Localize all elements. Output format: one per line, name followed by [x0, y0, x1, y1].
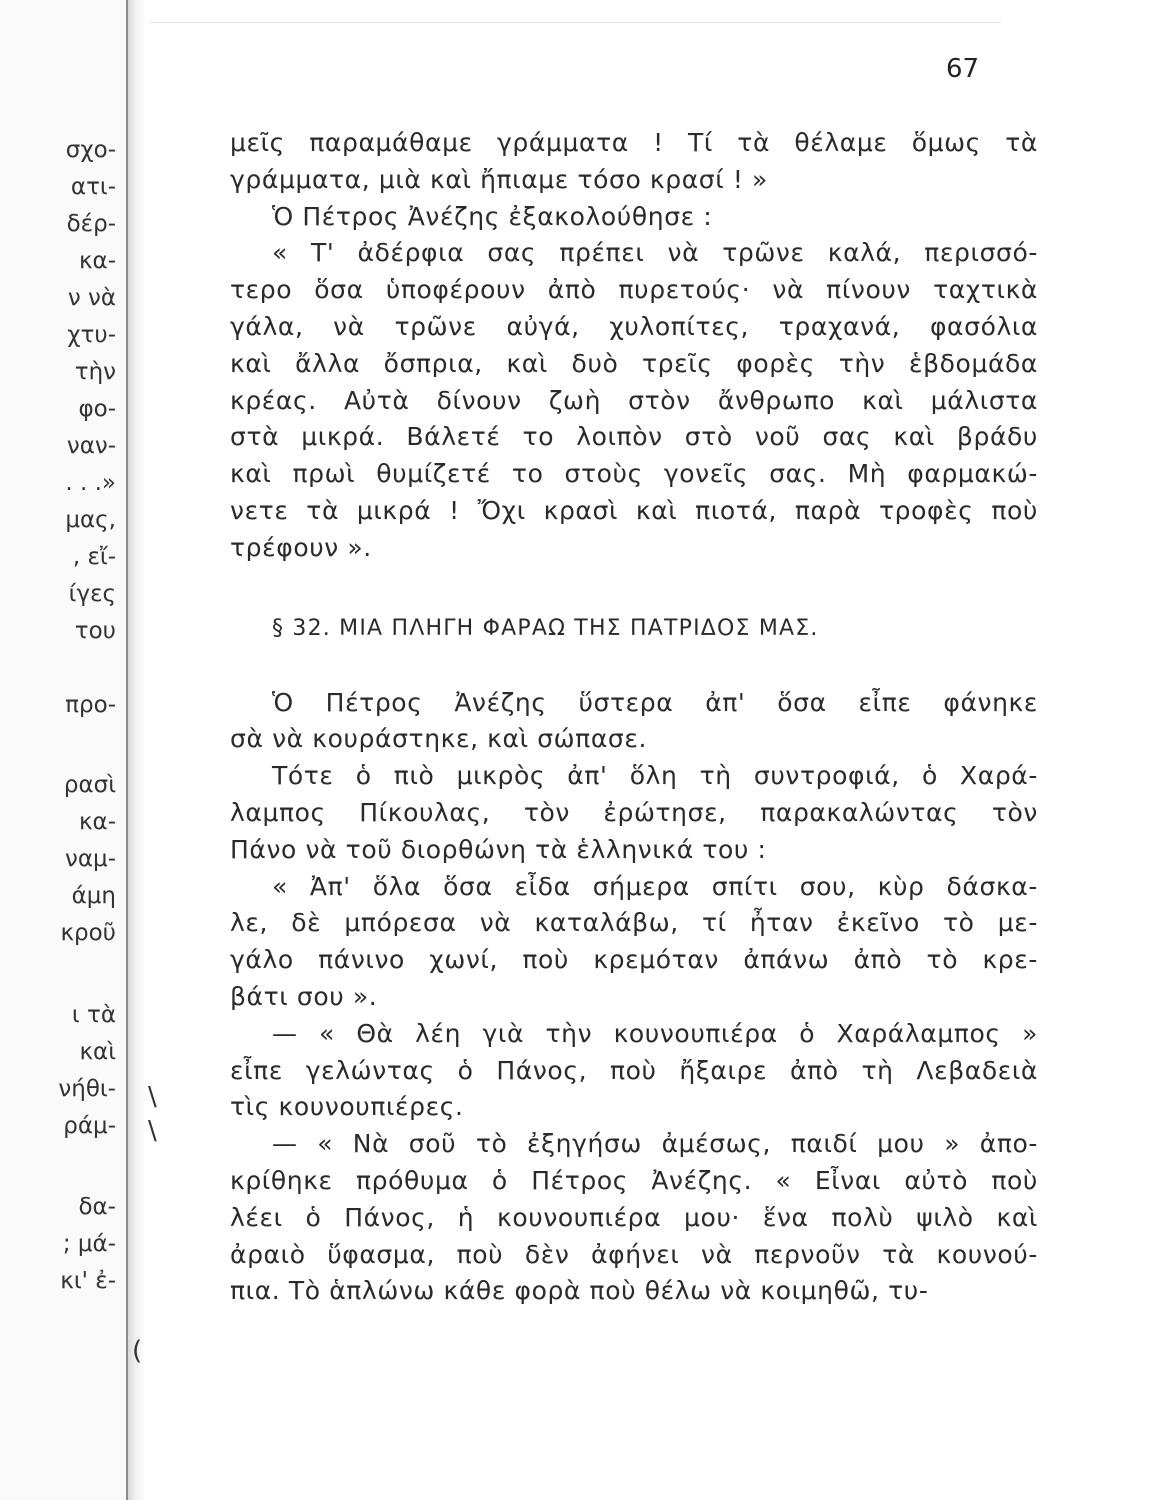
facing-page-text: ; μά-: [62, 1231, 116, 1257]
text-line: τὶς κουνουπιέρες.: [230, 1092, 464, 1122]
facing-page-text: δα-: [78, 1194, 116, 1220]
text-line: λέει ὁ Πάνος, ἡ κουνουπιέρα μου· ἕνα πολὺ ψιλὸ καὶ: [230, 1202, 1038, 1232]
facing-page-text: ναν-: [66, 433, 116, 459]
facing-page-text: κα-: [78, 248, 116, 274]
text-line: « Ἀπ' ὅλα ὅσα εἶδα σήμερα σπίτι σου, κὺρ δάσκα-: [272, 871, 1038, 901]
text-line: λαμπος Πίκουλας, τὸν ἐρώτησε, παρακαλώντας τὸν: [230, 797, 1038, 827]
facing-page-text: του: [74, 618, 116, 644]
facing-page-text: δέρ-: [66, 211, 116, 237]
facing-page-text: μας,: [65, 507, 116, 533]
text-line: κρέας. Αὐτὰ δίνουν ζωὴ στὸν ἄνθρωπο καὶ μάλιστα: [230, 385, 1038, 415]
facing-page-text: καὶ: [79, 1039, 116, 1065]
text-line: Πάνο νὰ τοῦ διορθώνη τὰ ἑλληνικά του :: [230, 834, 767, 864]
gutter-mark: (: [132, 1336, 143, 1366]
text-line: γάλο πάνινο χωνί, ποὺ κρεμόταν ἀπάνω ἀπὸ τὸ κρε-: [230, 945, 1038, 975]
facing-page-fragment: [0, 0, 126, 1500]
text-line: — « Νὰ σοῦ τὸ ἐξηγήσω ἀμέσως, παιδί μου » ἀπο-: [272, 1129, 1038, 1159]
text-line: τρέφουν ».: [230, 532, 372, 562]
facing-page-text: ατι-: [70, 174, 116, 200]
facing-page-text: νήθι-: [58, 1076, 116, 1102]
facing-page-text: σχο-: [65, 137, 116, 163]
paragraph: [230, 235, 1038, 566]
paragraph: [230, 125, 1038, 199]
paragraph: [230, 1016, 1038, 1126]
text-line: εἶπε γελώντας ὁ Πάνος, ποὺ ἤξαιρε ἀπὸ τὴ Λεβαδειὰ: [230, 1055, 1038, 1085]
text-line: — « Θὰ λέη γιὰ τὴν κουνουπιέρα ὁ Χαράλαμπος »: [272, 1018, 1038, 1048]
text-line: ἀραιὸ ὕφασμα, ποὺ δὲν ἀφήνει νὰ περνοῦν τὰ κουνού-: [230, 1239, 1038, 1269]
facing-page-text: κι' ἐ-: [60, 1268, 116, 1294]
page-body: [230, 125, 1038, 1310]
text-line: « Τ' ἀδέρφια σας πρέπει νὰ τρῶνε καλά, περισσό-: [272, 238, 1038, 268]
gutter-mark: \: [148, 1116, 157, 1146]
facing-page-text: ν νὰ: [67, 285, 116, 311]
text-line: Τότε ὁ πιὸ μικρὸς ἀπ' ὅλη τὴ συντροφιά, ὁ Χαρά-: [272, 761, 1038, 791]
text-line: μεῖς παραμάθαμε γράμματα ! Τί τὰ θέλαμε ὅμως τὰ: [230, 128, 1038, 157]
text-line: γάλα, νὰ τρῶνε αὐγά, χυλοπίτες, τραχανά, φασόλια: [230, 311, 1038, 341]
facing-page-text: ρασὶ: [63, 772, 116, 798]
paragraph: [230, 1126, 1038, 1310]
facing-page-text: ναμ-: [65, 846, 116, 872]
facing-page-text: φο-: [78, 396, 116, 422]
facing-page-text: ι τὰ: [71, 1002, 116, 1028]
facing-page-text: , εἴ-: [72, 544, 116, 570]
facing-page-text: κα-: [78, 809, 116, 835]
paragraph: [230, 869, 1038, 1016]
text-line: νετε τὰ μικρά ! Ὄχι κρασὶ καὶ πιοτά, παρὰ τροφὲς ποὺ: [230, 495, 1038, 525]
facing-page-text: χτυ-: [67, 322, 116, 348]
text-line: κρίθηκε πρόθυμα ὁ Πέτρος Ἀνέζης. « Εἶναι αὐτὸ ποὺ: [230, 1165, 1038, 1195]
text-line: στὰ μικρά. Βάλετέ το λοιπὸν στὸ νοῦ σας καὶ βράδυ: [230, 422, 1038, 452]
text-line: καὶ πρωὶ θυμίζετέ το στοὺς γονεῖς σας. Μὴ φαρμακώ-: [230, 459, 1038, 489]
facing-page-text: ράμ-: [63, 1113, 116, 1139]
text-line: λε, δὲ μπόρεσα νὰ καταλάβω, τί ἦταν ἐκεῖνο τὸ με-: [230, 908, 1038, 938]
text-line: τερο ὅσα ὑποφέρουν ἀπὸ πυρετούς· νὰ πίνουν ταχτικὰ: [230, 275, 1038, 305]
paragraph: [230, 199, 1038, 236]
gutter-mark: \: [148, 1082, 157, 1112]
facing-page-text: τὴν: [74, 359, 116, 385]
facing-page-text: προ-: [65, 692, 116, 718]
facing-page-text: ίγες: [68, 581, 116, 607]
page-number: 67: [946, 54, 980, 84]
text-line: γράμματα, μιὰ καὶ ἤπιαμε τόσο κρασί ! »: [230, 164, 768, 194]
section-heading: § 32. ΜΙΑ ΠΛΗΓΗ ΦΑΡΑΩ ΤΗΣ ΠΑΤΡΙΔΟΣ ΜΑΣ.: [272, 615, 819, 641]
facing-page-text: κροῦ: [60, 920, 116, 946]
text-line: Ὁ Πέτρος Ἀνέζης ὕστερα ἀπ' ὅσα εἶπε φάνηκε: [272, 687, 1038, 717]
text-line: καὶ ἄλλα ὄσπρια, καὶ δυὸ τρεῖς φορὲς τὴν ἑβδομάδα: [230, 348, 1038, 378]
paragraph: [230, 758, 1038, 868]
facing-page-text: άμη: [71, 883, 116, 909]
book-gutter: [126, 0, 146, 1500]
paragraph: [230, 685, 1038, 759]
text-line: πια. Τὸ ἁπλώνω κάθε φορὰ ποὺ θέλω νὰ κοιμηθῶ, τυ-: [230, 1276, 929, 1306]
text-line: Ὁ Πέτρος Ἀνέζης ἐξακολούθησε :: [272, 201, 713, 231]
facing-page-text: . . .»: [65, 470, 116, 496]
text-line: βάτι σου ».: [230, 981, 378, 1011]
text-line: σὰ νὰ κουράστηκε, καὶ σώπασε.: [230, 724, 648, 754]
page-top-edge: [150, 22, 1001, 23]
